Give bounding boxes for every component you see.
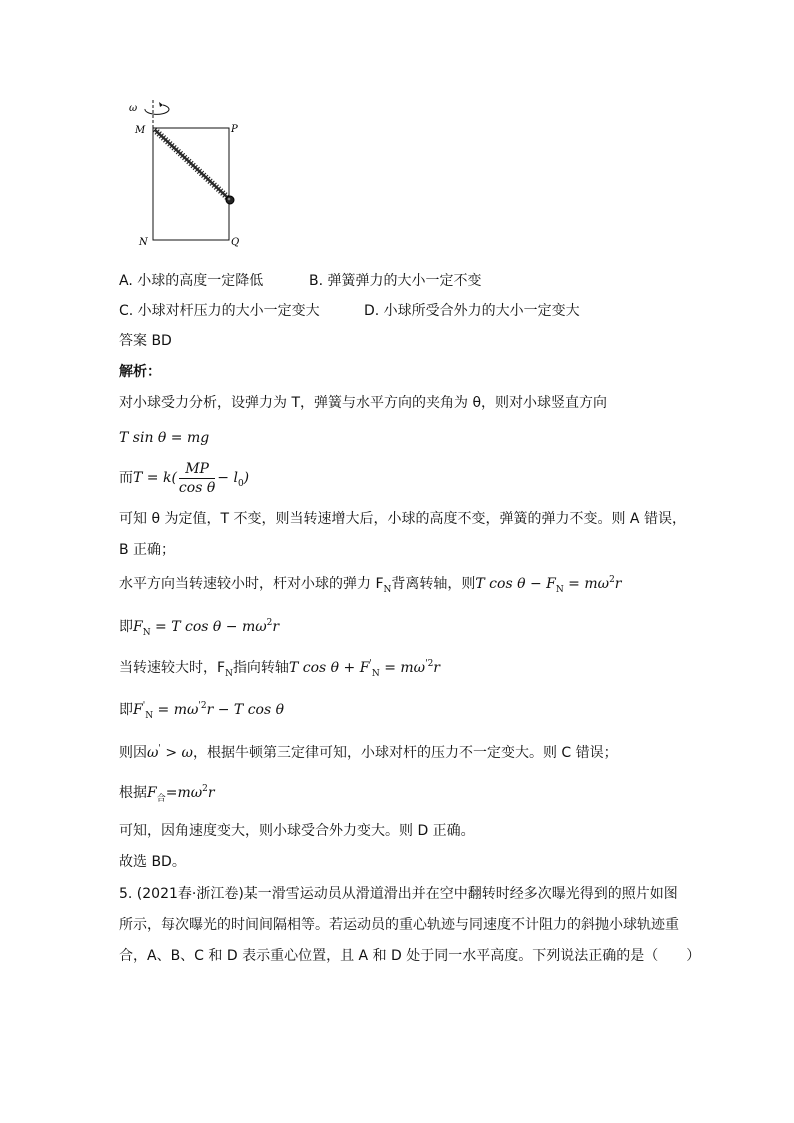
line-6-text-2: 背离转轴，则 — [391, 576, 476, 592]
option-b: B. 弹簧弹力的大小一定不变 — [309, 273, 482, 289]
line-8-eq-2: = mω — [379, 660, 426, 676]
line-7-eq-3: r — [272, 619, 280, 635]
line-10-eq: ω — [147, 745, 159, 761]
line-6-sub: N — [383, 585, 392, 595]
analysis-line-6 — [119, 574, 622, 596]
option-d: D. 小球所受合外力的大小一定变大 — [364, 303, 580, 319]
analysis-line-11 — [119, 783, 215, 805]
equation-2-rhs: − l — [217, 470, 238, 486]
line-7-sup: 2 — [266, 618, 273, 628]
line-11-eq: F — [147, 785, 157, 801]
equation-2-lhs: T = k( — [133, 470, 177, 486]
rotation-arrow-head — [159, 102, 163, 107]
analysis-line-12: 可知，因角速度变大，则小球受合外力变大。则 D 正确。 — [119, 823, 475, 839]
line-9-sub: N — [145, 711, 154, 721]
analysis-line-1: 对小球受力分析，设弹力为 T，弹簧与水平方向的夹角为 θ，则对小球竖直方向 — [119, 395, 608, 411]
line-8-sup: ' — [369, 659, 372, 669]
question-5-line-3: 合，A、B、C 和 D 表示重心位置，且 A 和 D 处于同一水平高度。下列说法正确的是（ ） — [119, 948, 701, 964]
equation-2-close: ) — [243, 470, 250, 486]
line-11-eq-2: =mω — [165, 785, 203, 801]
analysis-line-8 — [119, 658, 440, 680]
physics-figure — [125, 96, 255, 255]
label-N: N — [139, 237, 148, 248]
line-9-eq-3: r − T cos θ — [206, 702, 285, 718]
label-Q: Q — [231, 237, 240, 248]
line-9-sup-2: '2 — [198, 701, 207, 711]
line-8-eq-3: r — [433, 660, 440, 676]
frame-rect — [153, 128, 229, 240]
spring — [153, 128, 229, 200]
line-7-eq-2: = T cos θ − mω — [150, 619, 267, 635]
line-8-text: 当转速较大时，F — [119, 660, 226, 676]
fraction — [179, 460, 215, 497]
equation-1: T sin θ = mg — [119, 430, 210, 446]
analysis-line-10 — [119, 743, 618, 765]
line-6-text: 水平方向当转速较小时，杆对小球的弹力 F — [119, 576, 384, 592]
line-10-sup: ' — [158, 744, 161, 754]
line-11-prefix: 根据 — [119, 785, 147, 801]
line-9-prefix: 即 — [119, 702, 133, 718]
analysis-heading: 解析： — [119, 364, 161, 380]
line-7-eq: F — [133, 619, 143, 635]
line-8-text-2: 指向转轴 — [232, 660, 289, 676]
analysis-line-13: 故选 BD。 — [119, 854, 186, 870]
equation-2-sub: 0 — [237, 479, 244, 489]
line-7-sub: N — [142, 628, 151, 638]
option-a: A. 小球的高度一定降低 — [119, 273, 264, 289]
ball — [226, 196, 234, 204]
analysis-line-9 — [119, 700, 284, 722]
line-10-prefix: 则因 — [119, 745, 147, 761]
rotation-arrow — [145, 105, 169, 114]
equation-2-prefix: 而 — [119, 470, 133, 486]
line-10-eq-2: > ω — [160, 745, 193, 761]
line-6-eq: T cos θ − F — [475, 576, 556, 592]
line-8-sub-2: N — [371, 669, 380, 679]
omega-label: ω — [129, 103, 138, 114]
line-11-sup: 2 — [202, 784, 208, 794]
analysis-line-4: 可知 θ 为定值，T 不变，则当转速增大后，小球的高度不变，弹簧的弹力不变。则 A 错误， — [119, 511, 686, 527]
label-P: P — [231, 124, 238, 135]
analysis-line-5: B 正确； — [119, 542, 176, 558]
line-9-sup: ' — [142, 701, 146, 711]
line-8-sup-2: '2 — [425, 659, 434, 669]
label-M: M — [135, 125, 146, 136]
line-7-prefix: 即 — [119, 619, 133, 635]
answer: 答案 BD — [119, 333, 172, 349]
question-5-line-1: 5. (2021春·浙江卷)某一滑雪运动员从滑道滑出并在空中翻转时经多次曝光得到的照片如图 — [119, 886, 678, 902]
fraction-denominator: cos θ — [178, 479, 216, 496]
line-8-eq: T cos θ + F — [288, 660, 370, 676]
line-9-eq-2: = mω — [153, 702, 199, 718]
line-9-eq: F — [133, 702, 143, 718]
fraction-numerator: MP — [179, 460, 215, 479]
equation-2 — [119, 458, 249, 500]
line-6-eq-2: = mω — [563, 576, 610, 592]
line-6-eq-3: r — [614, 576, 622, 592]
line-6-eq-sub: N — [555, 585, 564, 595]
option-c: C. 小球对杆压力的大小一定变大 — [119, 303, 320, 319]
question-5-line-2: 所示，每次曝光的时间间隔相等。若运动员的重心轨迹与同速度不计阻力的斜抛小球轨迹重 — [119, 917, 679, 933]
line-10-text: ，根据牛顿第三定律可知，小球对杆的压力不一定变大。则 C 错误； — [192, 745, 618, 761]
line-11-sub: 合 — [156, 794, 166, 804]
ball-highlight — [228, 198, 231, 201]
line-8-sub: N — [225, 669, 233, 679]
analysis-line-7 — [119, 617, 279, 639]
line-6-eq-sup: 2 — [609, 575, 615, 585]
frame-spring-diagram — [125, 96, 255, 251]
line-11-eq-3: r — [207, 785, 215, 801]
